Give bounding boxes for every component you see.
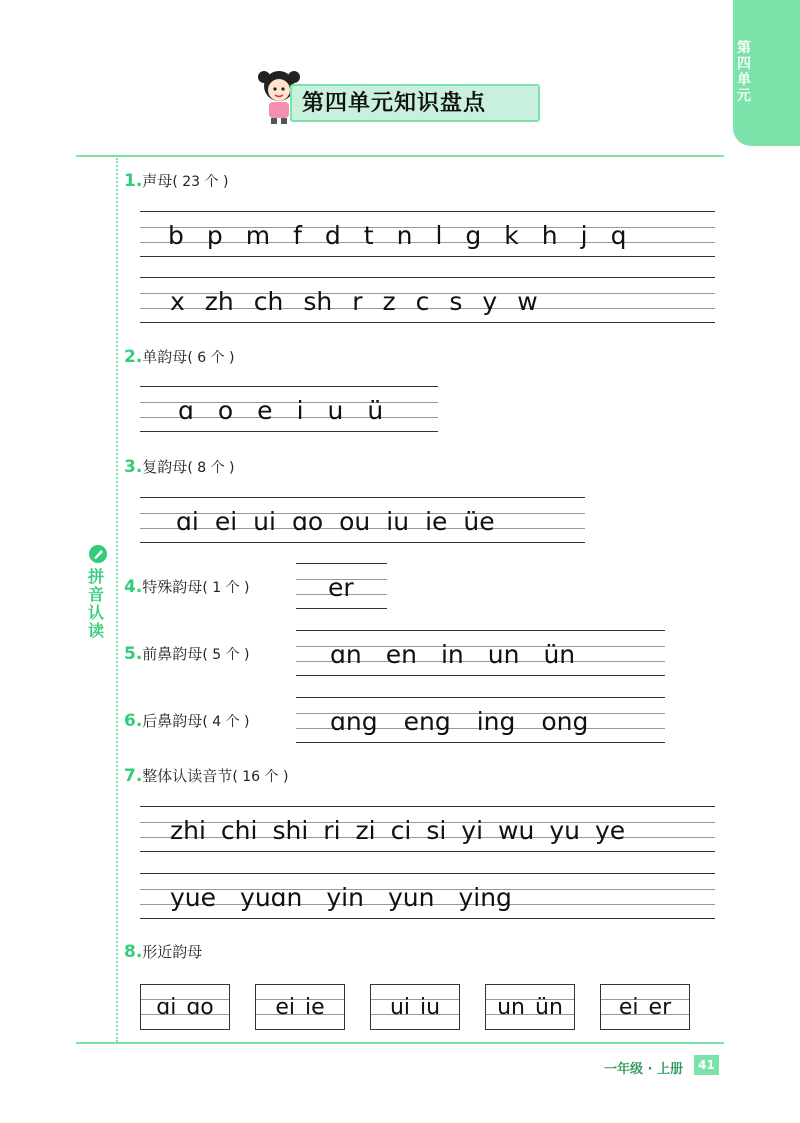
pair-box: ei er	[600, 984, 690, 1030]
page-number: 41	[694, 1055, 719, 1075]
side-tab-label: 第四单元	[737, 40, 751, 104]
top-rule	[76, 155, 724, 157]
section-heading-8: 8.形近韵母	[124, 942, 203, 962]
writing-grid: ɑ o e i u ü	[140, 386, 438, 432]
footer-grade: 一年级 · 上册	[604, 1062, 683, 1077]
writing-grid: yue yuɑn yin yun ying	[140, 873, 715, 919]
section-heading-1: 1.声母( 23 个 )	[124, 171, 229, 191]
section-heading-4: 4.特殊韵母( 1 个 )	[124, 577, 250, 597]
section-heading-7: 7.整体认读音节( 16 个 )	[124, 766, 289, 786]
section-heading-5: 5.前鼻韵母( 5 个 )	[124, 644, 250, 664]
pencil-icon	[88, 544, 108, 564]
pair-box: ɑi ɑo	[140, 984, 230, 1030]
pair-box: ei ie	[255, 984, 345, 1030]
section-heading-2: 2.单韵母( 6 个 )	[124, 347, 235, 367]
pair-box: un ün	[485, 984, 575, 1030]
section-heading-3: 3.复韵母( 8 个 )	[124, 457, 235, 477]
category-divider	[116, 158, 118, 1042]
page-title: 第四单元知识盘点	[302, 91, 487, 116]
writing-grid: er	[296, 563, 387, 609]
writing-grid: zhi chi shi ri zi ci si yi wu yu ye	[140, 806, 715, 852]
pair-box: ui iu	[370, 984, 460, 1030]
bottom-rule	[76, 1042, 724, 1044]
writing-grid: ɑng eng ing ong	[296, 697, 665, 743]
writing-grid: ɑn en in un ün	[296, 630, 665, 676]
section-heading-6: 6.后鼻韵母( 4 个 )	[124, 711, 250, 731]
writing-grid: x zh ch sh r z c s y w	[140, 277, 715, 323]
category-label: 拼音认读	[87, 567, 104, 640]
writing-grid: ɑi ei ui ɑo ou iu ie üe	[140, 497, 585, 543]
writing-grid: b p m f d t n l g k h j q	[140, 211, 715, 257]
